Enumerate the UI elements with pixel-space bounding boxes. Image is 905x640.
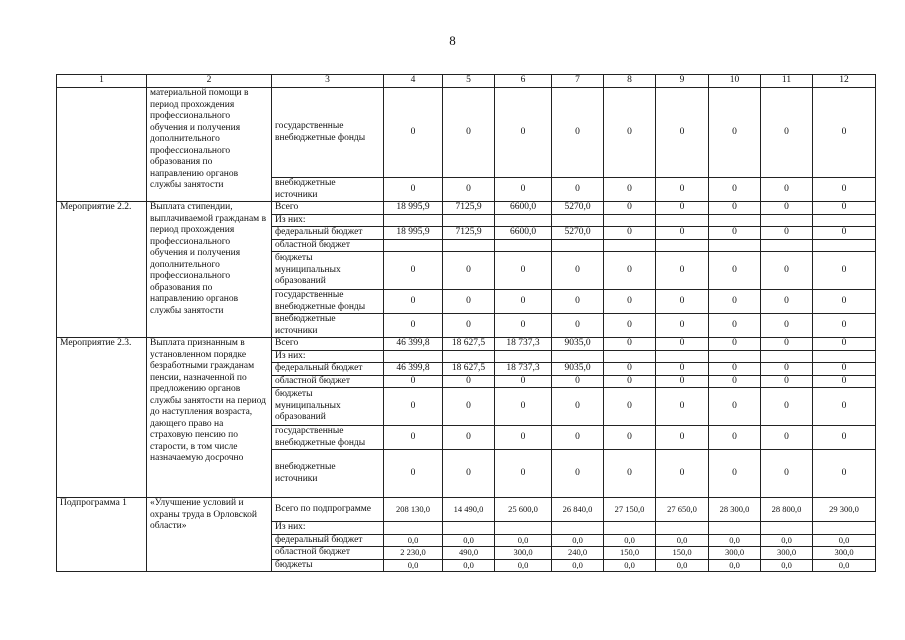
value-cell: 0 [813,290,876,314]
value-cell: 0 [813,227,876,240]
value-cell: 5270,0 [552,227,604,240]
value-cell: 25 600,0 [495,498,552,522]
value-cell: 0 [656,314,709,338]
value-cell: 300,0 [813,547,876,560]
value-cell: 0 [761,388,813,426]
value-cell [709,214,761,227]
value-cell: 9035,0 [552,338,604,351]
value-cell: 0 [813,314,876,338]
value-cell: 0 [761,178,813,202]
value-cell [604,239,656,252]
value-cell: 0 [761,314,813,338]
value-cell: 0 [604,314,656,338]
value-cell: 0 [604,252,656,290]
value-cell: 0 [384,290,443,314]
value-cell: 0,0 [495,559,552,572]
value-cell: 0 [552,314,604,338]
value-cell: 0 [813,88,876,178]
value-cell: 0,0 [495,534,552,547]
value-cell [761,239,813,252]
funding-source-cell: федеральный бюджет [272,534,384,547]
value-cell: 0 [604,426,656,450]
value-cell: 0,0 [384,559,443,572]
value-cell: 0 [709,202,761,215]
value-cell: 0,0 [443,559,495,572]
value-cell: 0 [604,363,656,376]
value-cell: 46 399,8 [384,338,443,351]
value-cell: 18 995,9 [384,227,443,240]
value-cell: 150,0 [604,547,656,560]
header-cell: 8 [604,75,656,88]
value-cell: 7125,9 [443,227,495,240]
funding-source-cell: Всего [272,202,384,215]
value-cell [443,522,495,535]
measure-description-cell: материальной помощи в период прохождения профессионального обучения и получения дополнительного профессионального образования по направлению органов службы занятости [147,88,272,202]
value-cell: 0 [604,290,656,314]
value-cell: 0 [813,178,876,202]
header-cell: 2 [147,75,272,88]
value-cell: 0 [604,88,656,178]
value-cell: 0 [761,290,813,314]
value-cell: 27 650,0 [656,498,709,522]
value-cell: 18 737,3 [495,338,552,351]
value-cell: 0 [443,178,495,202]
value-cell: 0 [813,338,876,351]
value-cell: 0 [709,375,761,388]
table-row [57,88,876,178]
value-cell: 0,0 [604,534,656,547]
value-cell: 0 [761,252,813,290]
value-cell [709,522,761,535]
value-cell: 5270,0 [552,202,604,215]
table-row [57,338,876,351]
header-cell: 3 [272,75,384,88]
value-cell: 18 737,3 [495,363,552,376]
value-cell: 0 [813,252,876,290]
value-cell: 0 [443,375,495,388]
value-cell: 0 [604,375,656,388]
value-cell: 0 [495,450,552,498]
value-cell: 0 [443,450,495,498]
value-cell [604,522,656,535]
measure-description-cell: Выплата признанным в установленном порядке безработными гражданам пенсии, назначенной по предложению органов службы занятости на период до наступления возраста, дающего право на страховую пенсию по старости, в том числе назначаемую досрочно [147,338,272,498]
value-cell: 0 [384,252,443,290]
value-cell: 0 [761,202,813,215]
funding-source-cell: федеральный бюджет [272,363,384,376]
value-cell: 0 [709,314,761,338]
value-cell: 0,0 [552,559,604,572]
value-cell: 29 300,0 [813,498,876,522]
value-cell [384,522,443,535]
value-cell [495,239,552,252]
value-cell: 0 [656,338,709,351]
value-cell: 0 [384,426,443,450]
value-cell: 27 150,0 [604,498,656,522]
value-cell: 0 [604,450,656,498]
value-cell: 0 [656,375,709,388]
value-cell: 300,0 [709,547,761,560]
value-cell: 0,0 [552,534,604,547]
value-cell: 0 [552,252,604,290]
value-cell [384,214,443,227]
measure-label-cell: Мероприятие 2.2. [57,202,147,338]
value-cell: 0,0 [384,534,443,547]
measure-label-cell: Подпрограмма 1 [57,498,147,572]
funding-source-cell: областной бюджет [272,547,384,560]
value-cell: 18 995,9 [384,202,443,215]
value-cell: 28 800,0 [761,498,813,522]
value-cell: 0 [604,202,656,215]
header-cell: 12 [813,75,876,88]
header-cell: 9 [656,75,709,88]
value-cell: 0 [709,450,761,498]
measure-description-cell: «Улучшение условий и охраны труда в Орловской области» [147,498,272,572]
value-cell: 300,0 [495,547,552,560]
value-cell: 0 [443,314,495,338]
value-cell: 0 [709,363,761,376]
value-cell: 0 [552,388,604,426]
header-cell: 6 [495,75,552,88]
value-cell: 0 [813,426,876,450]
value-cell [656,522,709,535]
value-cell: 0 [709,388,761,426]
value-cell: 0 [495,290,552,314]
value-cell: 0 [443,88,495,178]
value-cell [761,214,813,227]
value-cell [761,522,813,535]
value-cell: 0 [384,388,443,426]
value-cell: 0 [495,426,552,450]
value-cell [552,214,604,227]
value-cell: 0,0 [604,559,656,572]
header-cell: 10 [709,75,761,88]
value-cell: 0 [761,363,813,376]
value-cell [709,350,761,363]
value-cell: 0 [656,450,709,498]
value-cell: 0 [813,388,876,426]
funding-source-cell: областной бюджет [272,239,384,252]
funding-source-cell: государственные внебюджетные фонды [272,426,384,450]
value-cell: 0 [656,290,709,314]
value-cell: 0,0 [761,534,813,547]
value-cell: 0 [384,450,443,498]
value-cell: 0 [709,338,761,351]
value-cell [813,522,876,535]
funding-source-cell: бюджеты муниципальных образований [272,252,384,290]
header-cell: 1 [57,75,147,88]
page-number: 8 [449,33,456,48]
value-cell: 0 [495,252,552,290]
table-row [57,498,876,522]
funding-source-cell: федеральный бюджет [272,227,384,240]
value-cell: 18 627,5 [443,363,495,376]
value-cell: 0 [813,363,876,376]
value-cell [552,239,604,252]
funding-source-cell: бюджеты [272,559,384,572]
value-cell: 0 [384,178,443,202]
value-cell: 7125,9 [443,202,495,215]
value-cell: 0 [761,426,813,450]
header-row [57,75,876,88]
value-cell: 0 [656,88,709,178]
value-cell: 0 [495,178,552,202]
value-cell: 0 [604,227,656,240]
value-cell: 0 [761,338,813,351]
value-cell [813,239,876,252]
value-cell: 0 [656,202,709,215]
value-cell: 0,0 [709,534,761,547]
value-cell: 18 627,5 [443,338,495,351]
value-cell: 0 [604,388,656,426]
funding-source-cell: Всего по подпрограмме [272,498,384,522]
funding-source-cell: государственные внебюджетные фонды [272,290,384,314]
value-cell: 0,0 [761,559,813,572]
value-cell: 0,0 [709,559,761,572]
value-cell: 0 [813,202,876,215]
funding-source-cell: Из них: [272,350,384,363]
value-cell [443,350,495,363]
value-cell: 0 [656,252,709,290]
value-cell: 0 [443,388,495,426]
value-cell: 0 [761,227,813,240]
value-cell: 0 [709,290,761,314]
budget-table [56,74,876,572]
value-cell [495,350,552,363]
value-cell: 0,0 [813,559,876,572]
value-cell: 0 [384,375,443,388]
value-cell: 0 [656,178,709,202]
value-cell: 0 [384,314,443,338]
value-cell: 0 [443,290,495,314]
value-cell: 6600,0 [495,202,552,215]
value-cell: 2 230,0 [384,547,443,560]
funding-source-cell: внебюджетные источники [272,314,384,338]
value-cell: 0 [709,178,761,202]
header-cell: 5 [443,75,495,88]
value-cell: 0 [656,426,709,450]
value-cell [709,239,761,252]
funding-source-cell: внебюджетные источники [272,450,384,498]
value-cell [656,214,709,227]
value-cell: 0 [709,252,761,290]
value-cell: 0 [495,388,552,426]
value-cell: 9035,0 [552,363,604,376]
value-cell [604,214,656,227]
value-cell: 14 490,0 [443,498,495,522]
value-cell: 300,0 [761,547,813,560]
value-cell [443,214,495,227]
value-cell: 28 300,0 [709,498,761,522]
value-cell: 0 [552,290,604,314]
value-cell: 0 [761,375,813,388]
value-cell [552,522,604,535]
funding-source-cell: Из них: [272,214,384,227]
value-cell: 0 [656,388,709,426]
value-cell [813,350,876,363]
value-cell [552,350,604,363]
funding-source-cell: внебюджетные источники [272,178,384,202]
value-cell [656,239,709,252]
value-cell: 0 [384,88,443,178]
value-cell: 0 [495,314,552,338]
value-cell [495,522,552,535]
value-cell: 0 [813,375,876,388]
value-cell: 0,0 [813,534,876,547]
value-cell: 0 [552,426,604,450]
value-cell: 0 [709,227,761,240]
value-cell: 240,0 [552,547,604,560]
value-cell: 0 [443,426,495,450]
funding-source-cell: бюджеты муниципальных образований [272,388,384,426]
value-cell: 0 [761,450,813,498]
funding-source-cell: Всего [272,338,384,351]
funding-source-cell: Из них: [272,522,384,535]
value-cell [384,350,443,363]
value-cell [443,239,495,252]
value-cell [813,214,876,227]
value-cell: 208 130,0 [384,498,443,522]
value-cell: 46 399,8 [384,363,443,376]
value-cell [761,350,813,363]
value-cell: 0,0 [656,534,709,547]
value-cell: 0 [813,450,876,498]
value-cell [656,350,709,363]
value-cell: 0 [495,88,552,178]
value-cell: 0 [552,178,604,202]
value-cell [604,350,656,363]
funding-source-cell: областной бюджет [272,375,384,388]
measure-description-cell: Выплата стипендии, выплачиваемой гражданам в период прохождения профессионального обучения и получения дополнительного профессионального образования по направлению органов службы занятости [147,202,272,338]
value-cell: 26 840,0 [552,498,604,522]
value-cell [384,239,443,252]
value-cell: 0 [443,252,495,290]
value-cell: 0 [552,88,604,178]
measure-label-cell [57,88,147,202]
funding-source-cell: государственные внебюджетные фонды [272,88,384,178]
header-cell: 7 [552,75,604,88]
value-cell: 0,0 [656,559,709,572]
measure-label-cell: Мероприятие 2.3. [57,338,147,498]
value-cell: 0 [709,426,761,450]
value-cell: 0 [604,178,656,202]
table-row [57,202,876,215]
value-cell: 0 [495,375,552,388]
header-cell: 4 [384,75,443,88]
value-cell: 0 [709,88,761,178]
value-cell: 0 [552,450,604,498]
value-cell: 6600,0 [495,227,552,240]
value-cell: 0 [656,227,709,240]
value-cell: 0 [604,338,656,351]
value-cell: 490,0 [443,547,495,560]
header-cell: 11 [761,75,813,88]
value-cell: 0 [552,375,604,388]
value-cell: 0 [761,88,813,178]
value-cell: 0,0 [443,534,495,547]
value-cell: 150,0 [656,547,709,560]
value-cell [495,214,552,227]
value-cell: 0 [656,363,709,376]
